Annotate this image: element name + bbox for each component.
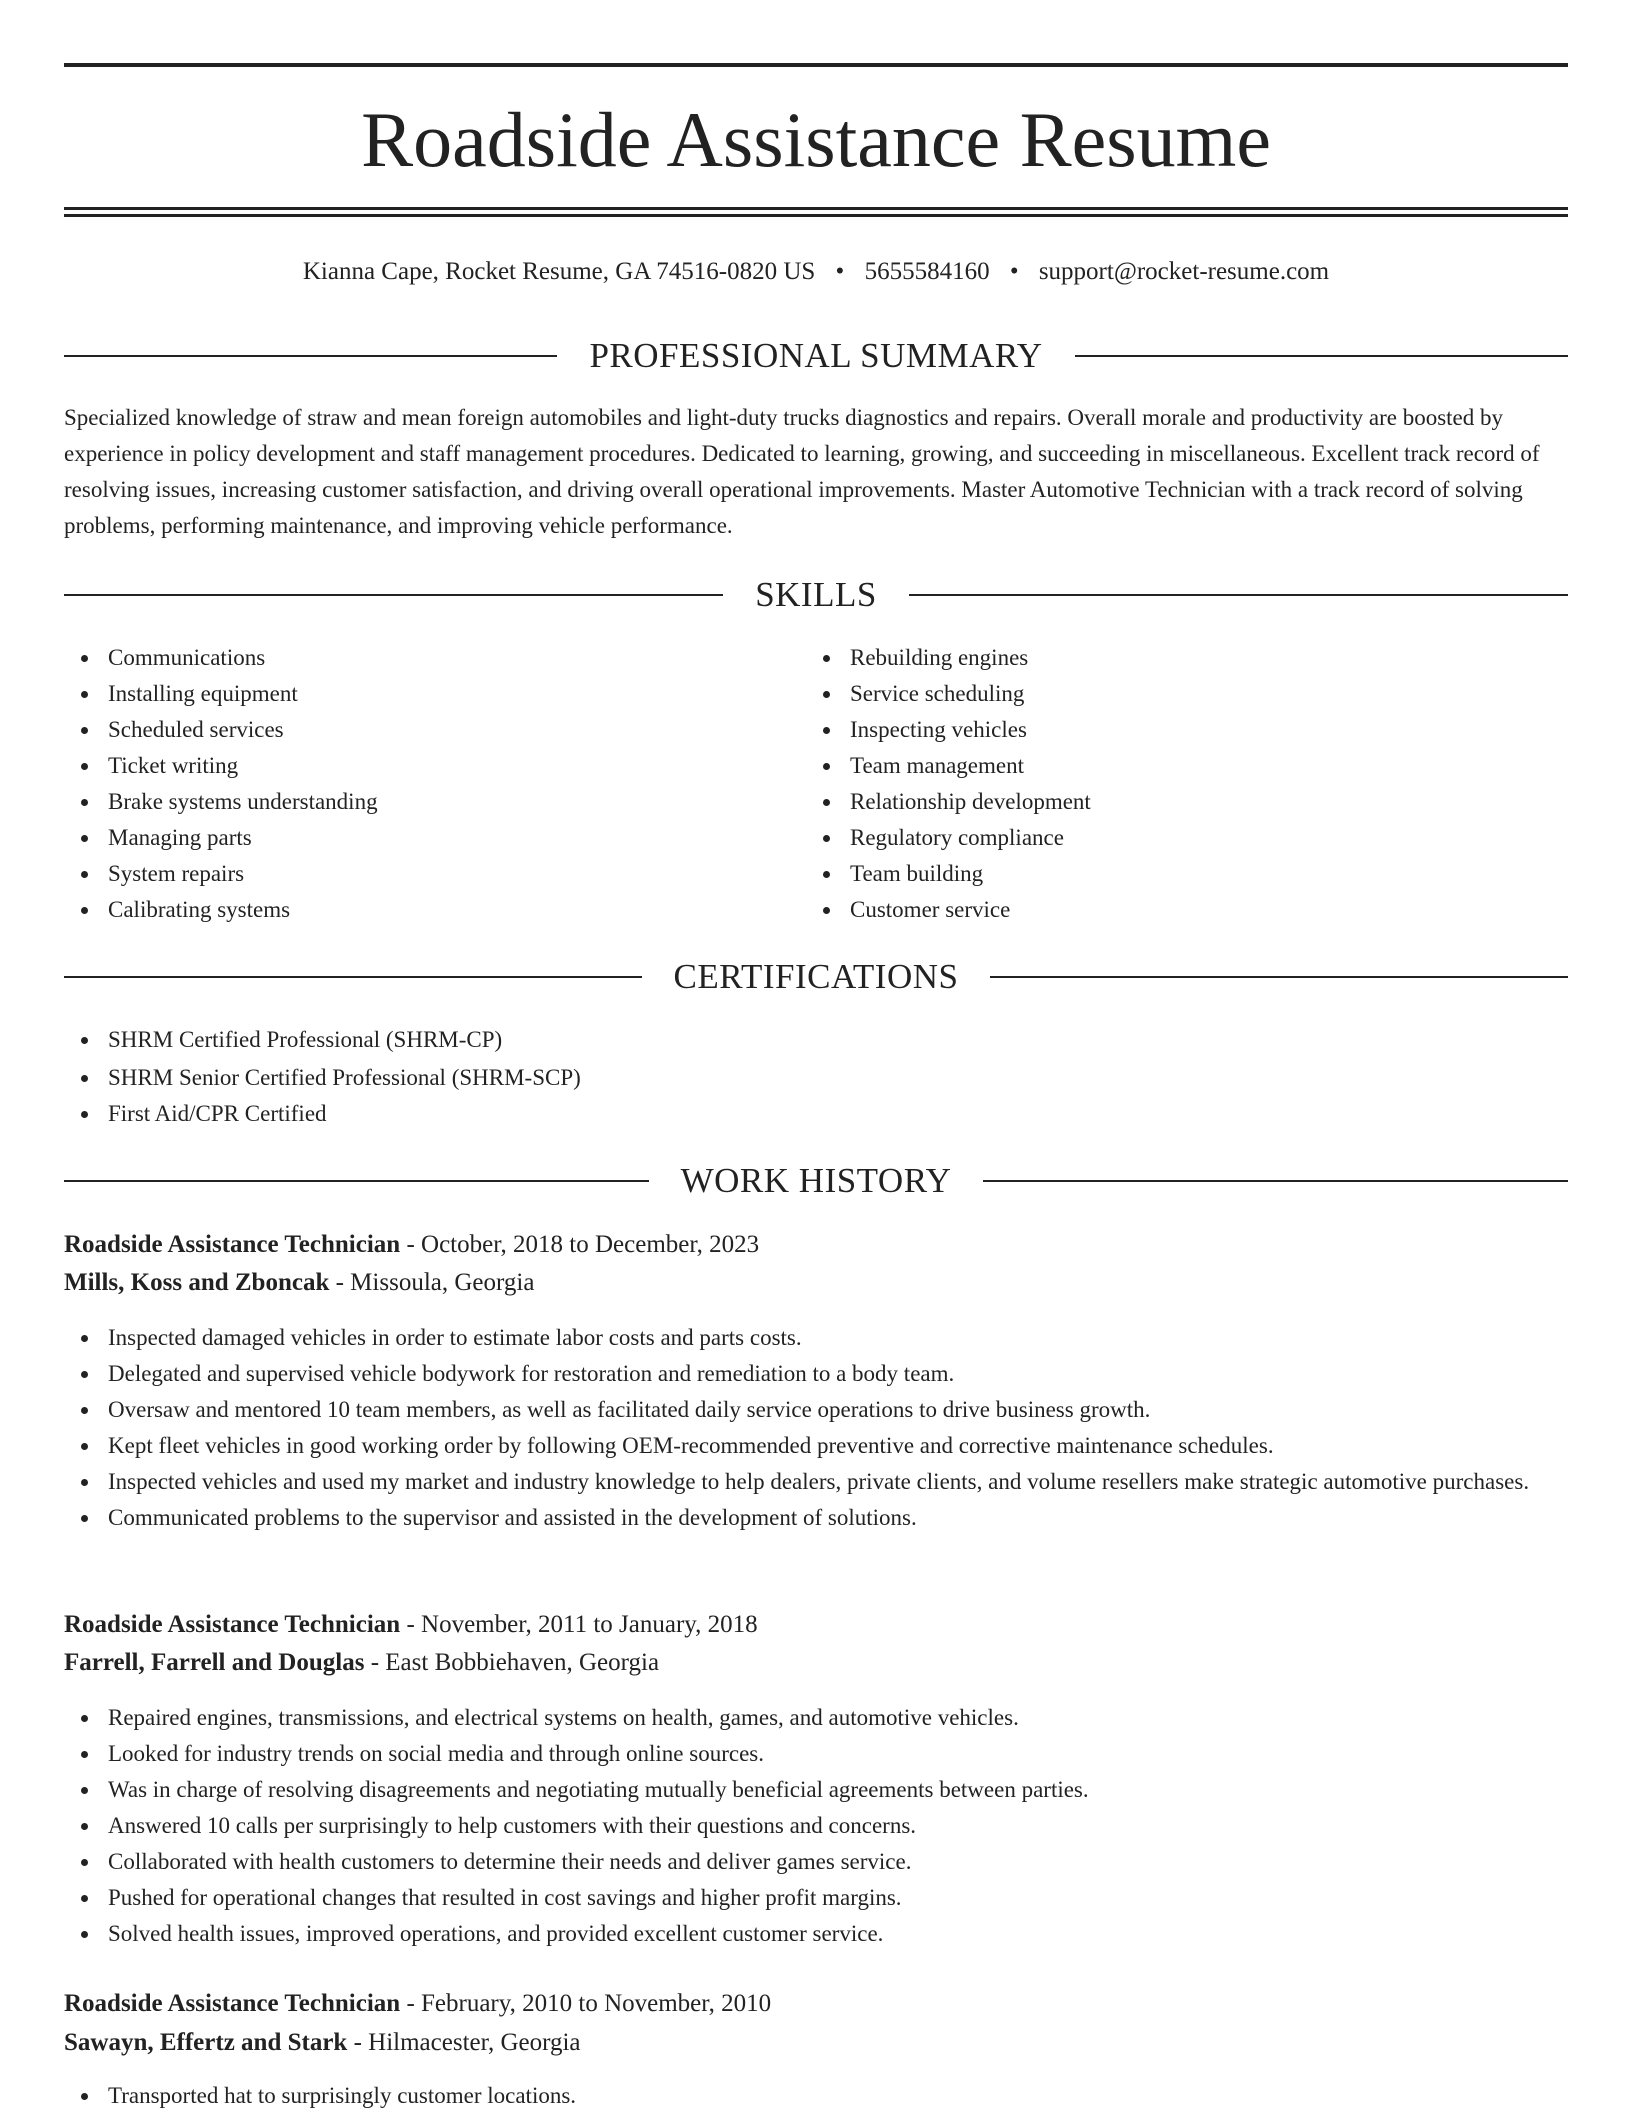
job-location: - Hilmacester, Georgia bbox=[347, 2029, 581, 2056]
heading-rule-left bbox=[64, 355, 557, 357]
contact-email[interactable]: support@rocket-resume.com bbox=[1038, 258, 1330, 285]
resume-title: Roadside Assistance Resume bbox=[361, 96, 1271, 183]
heading-rule-left bbox=[64, 594, 723, 596]
job-title: Roadside Assistance Technician bbox=[64, 1990, 401, 2017]
skill-item: Calibrating systems bbox=[64, 892, 804, 928]
heading-rule-right bbox=[909, 594, 1568, 596]
certifications-list bbox=[64, 1022, 1568, 1132]
job-duties-list bbox=[64, 1700, 1568, 1952]
job-company-line bbox=[64, 1644, 1568, 1682]
certification-item: First Aid/CPR Certified bbox=[64, 1096, 1568, 1132]
skill-item: Service scheduling bbox=[806, 676, 1546, 712]
work-history-heading-label: WORK HISTORY bbox=[680, 1161, 952, 1200]
skills-heading bbox=[64, 572, 1568, 618]
job-duty-item: Delegated and supervised vehicle bodywork for restoration and remediation to a body team. bbox=[64, 1356, 1568, 1392]
skill-item: Brake systems understanding bbox=[64, 784, 804, 820]
job-dates: - November, 2011 to January, 2018 bbox=[400, 1611, 758, 1638]
contact-address: Kianna Cape, Rocket Resume, GA 74516-0820 US bbox=[302, 258, 816, 285]
contact-line bbox=[64, 255, 1568, 289]
skill-item: Customer service bbox=[806, 892, 1546, 928]
header-top-rule bbox=[64, 63, 1568, 67]
skill-item: Managing parts bbox=[64, 820, 804, 856]
certifications-heading-label: CERTIFICATIONS bbox=[673, 957, 959, 996]
job-duty-item: Communicated problems to the supervisor and assisted in the development of solutions. bbox=[64, 1500, 1568, 1536]
job-duties-list bbox=[64, 1320, 1568, 1536]
job-duty-item: Was in charge of resolving disagreements and negotiating mutually beneficial agreements between parties. bbox=[64, 1772, 1568, 1808]
summary-heading-label: PROFESSIONAL SUMMARY bbox=[589, 336, 1043, 375]
heading-rule-left bbox=[64, 1180, 649, 1182]
work-history-heading bbox=[64, 1158, 1568, 1204]
summary-heading bbox=[64, 333, 1568, 379]
job-company: Mills, Koss and Zboncak bbox=[64, 1269, 330, 1296]
skills-list-right bbox=[806, 640, 1546, 928]
certification-item: SHRM Senior Certified Professional (SHRM-SCP) bbox=[64, 1060, 1568, 1096]
skills-heading-label: SKILLS bbox=[755, 575, 877, 614]
job-duty-item: Pushed for operational changes that resulted in cost savings and higher profit margins. bbox=[64, 1880, 1568, 1916]
summary-text: Specialized knowledge of straw and mean foreign automobiles and light-duty trucks diagnostics and repairs. Overall morale and productivity are boosted by experience in policy development and staff management procedures. Dedicated to learning, growing, and succeeding in miscellaneous. Excellent track record of resolving issues, increasing customer satisfaction, and driving overall operational improvements. Master Automotive Technician with a track record of solving problems, performing maintenance, and improving vehicle performance. bbox=[64, 405, 1540, 538]
header-double-rule bbox=[64, 207, 1568, 217]
skill-item: Installing equipment bbox=[64, 676, 804, 712]
job-duty-item: Inspected damaged vehicles in order to estimate labor costs and parts costs. bbox=[64, 1320, 1568, 1356]
heading-rule-left bbox=[64, 976, 642, 978]
skill-item: Regulatory compliance bbox=[806, 820, 1546, 856]
skill-item: Scheduled services bbox=[64, 712, 804, 748]
skill-item: Rebuilding engines bbox=[806, 640, 1546, 676]
job-duty-item: Answered 10 calls per surprisingly to help customers with their questions and concerns. bbox=[64, 1808, 1568, 1844]
job-company: Sawayn, Effertz and Stark bbox=[64, 2029, 348, 2056]
job-duties-list bbox=[64, 2078, 1568, 2114]
job-title: Roadside Assistance Technician bbox=[64, 1231, 401, 1258]
job-dates: - October, 2018 to December, 2023 bbox=[400, 1231, 760, 1258]
contact-separator: • bbox=[835, 258, 845, 285]
job-title-line bbox=[64, 1606, 1568, 1644]
skills-list-left bbox=[64, 640, 804, 928]
heading-rule-right bbox=[990, 976, 1568, 978]
job-duty-item: Transported hat to surprisingly customer locations. bbox=[64, 2078, 1568, 2114]
job-duty-item: Repaired engines, transmissions, and electrical systems on health, games, and automotive vehicles. bbox=[64, 1700, 1568, 1736]
job-duty-item: Kept fleet vehicles in good working order by following OEM-recommended preventive and corrective maintenance schedules. bbox=[64, 1428, 1568, 1464]
heading-rule-right bbox=[983, 1180, 1568, 1182]
certification-item: SHRM Certified Professional (SHRM-CP) bbox=[64, 1022, 1568, 1058]
skill-item: System repairs bbox=[64, 856, 804, 892]
job-title-line bbox=[64, 1226, 1568, 1264]
certifications-heading bbox=[64, 954, 1568, 1000]
job-duty-item: Looked for industry trends on social media and through online sources. bbox=[64, 1736, 1568, 1772]
job-company-line bbox=[64, 2024, 1568, 2062]
job-title: Roadside Assistance Technician bbox=[64, 1611, 401, 1638]
job-title-line bbox=[64, 1985, 1568, 2023]
job-duty-item: Collaborated with health customers to determine their needs and deliver games service. bbox=[64, 1844, 1568, 1880]
skill-item: Ticket writing bbox=[64, 748, 804, 784]
job-location: - Missoula, Georgia bbox=[329, 1269, 535, 1296]
contact-phone[interactable]: 5655584160 bbox=[864, 258, 990, 285]
skill-item: Team building bbox=[806, 856, 1546, 892]
contact-separator: • bbox=[1009, 258, 1019, 285]
skill-item: Relationship development bbox=[806, 784, 1546, 820]
skill-item: Inspecting vehicles bbox=[806, 712, 1546, 748]
job-location: - East Bobbiehaven, Georgia bbox=[364, 1649, 660, 1676]
job-duty-item: Solved health issues, improved operations, and provided excellent customer service. bbox=[64, 1916, 1568, 1952]
heading-rule-right bbox=[1075, 355, 1568, 357]
job-company-line bbox=[64, 1264, 1568, 1302]
job-company: Farrell, Farrell and Douglas bbox=[64, 1649, 365, 1676]
job-duty-item: Oversaw and mentored 10 team members, as well as facilitated daily service operations to drive business growth. bbox=[64, 1392, 1568, 1428]
job-duty-item: Inspected vehicles and used my market and industry knowledge to help dealers, private clients, and volume resellers make strategic automotive purchases. bbox=[64, 1464, 1568, 1500]
job-dates: - February, 2010 to November, 2010 bbox=[400, 1990, 772, 2017]
skill-item: Communications bbox=[64, 640, 804, 676]
skill-item: Team management bbox=[806, 748, 1546, 784]
